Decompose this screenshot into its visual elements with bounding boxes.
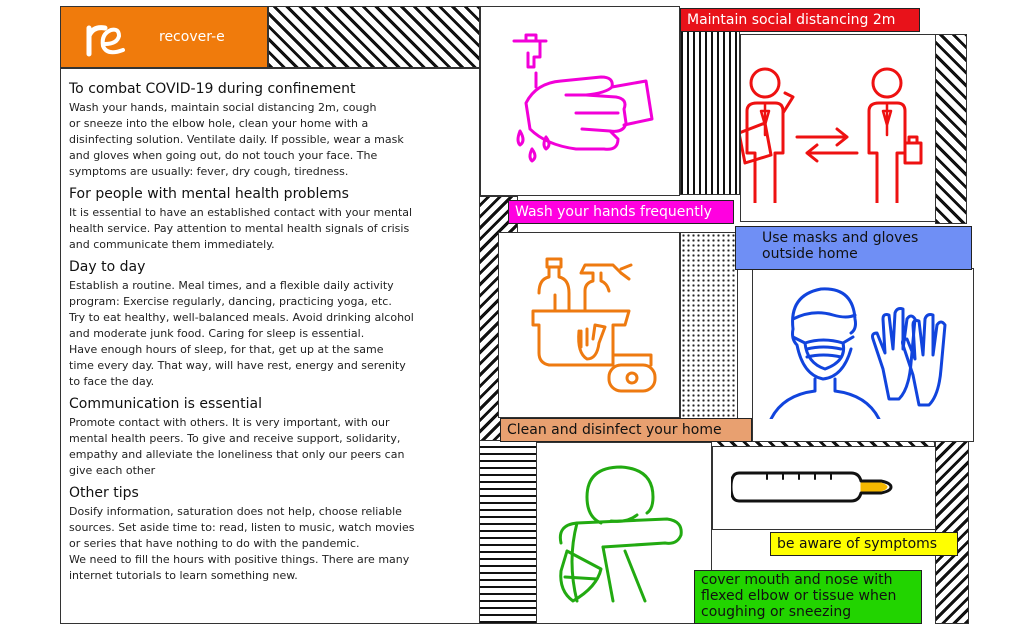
section-body-day-to-day: Establish a routine. Meal times, and a flexible daily activity program: Exercise regularly, dancing, practicing yoga, etc. Try to eat healthy, well-balanced meals. Avoid drinking alcohol and moderate junk food. Caring for sleep is essential. Have enough hours of sleep, for that, get up at the same time every day. That way, will have rest, energy and serenity to face the day.	[69, 279, 414, 388]
masks-gloves-panel	[752, 268, 974, 442]
section-heading-day-to-day: Day to day	[69, 259, 146, 275]
clean-home-panel	[498, 232, 680, 418]
section-heading-other-tips: Other tips	[69, 485, 139, 501]
section-heading-communication: Communication is essential	[69, 396, 262, 412]
section-body-other-tips: Dosify information, saturation does not help, choose reliable sources. Set aside time to: read, listen to music, watch movies or series that have nothing to do with the pandemic. We need to fill the hours with positive things. There are many internet tutorials to learn something new.	[69, 505, 415, 582]
label-wash-hands: Wash your hands frequently	[508, 200, 734, 224]
brand-header	[60, 6, 268, 68]
pattern-right-column	[935, 34, 967, 224]
hand-washing-icon	[506, 33, 656, 173]
section-heading-confinement: To combat COVID-19 during confinement	[69, 81, 356, 97]
advice-text-panel	[60, 68, 480, 624]
label-symptoms: be aware of symptoms	[770, 532, 958, 556]
thermometer-icon	[731, 465, 901, 509]
pattern-bottom-left	[478, 440, 540, 624]
coughing-person-icon	[557, 461, 697, 611]
cleaning-supplies-icon	[529, 255, 659, 395]
pattern-mid-left	[680, 30, 740, 195]
section-body-confinement: Wash your hands, maintain social distancing 2m, cough or sneeze into the elbow hole, clean your home with a disinfecting solution. Ventilate daily. If possible, wear a mask and gloves when going out, do not touch your face. The symptoms are usually: fever, dry cough, tiredness.	[69, 101, 404, 178]
section-body-communication: Promote contact with others. It is very important, with our mental health peers. To give and receive support, solidarity, empathy and alleviate the loneliness that only our peers can give each other	[69, 416, 405, 477]
logo	[81, 14, 129, 62]
social-distancing-icon	[741, 63, 937, 203]
pattern-top-center	[268, 6, 480, 68]
cough-elbow-panel	[536, 442, 712, 624]
section-body-mental-health: It is essential to have an established contact with your mental health service. Pay attention to mental health signals of crisis and communicate them immediately.	[69, 206, 413, 251]
wash-hands-panel	[480, 6, 680, 196]
pattern-dots	[680, 232, 738, 430]
social-distancing-panel	[740, 34, 936, 222]
label-cough-elbow: cover mouth and nose with flexed elbow or tissue when coughing or sneezing	[694, 570, 922, 624]
mask-gloves-icon	[763, 279, 963, 419]
thermometer-panel	[712, 446, 936, 530]
label-maintain-distancing: Maintain social distancing 2m	[680, 8, 920, 32]
section-heading-mental-health: For people with mental health problems	[69, 186, 349, 202]
label-masks-gloves: Use masks and gloves outside home	[735, 226, 972, 270]
brand-name: recover-e	[159, 29, 225, 45]
label-clean-home: Clean and disinfect your home	[500, 418, 752, 442]
